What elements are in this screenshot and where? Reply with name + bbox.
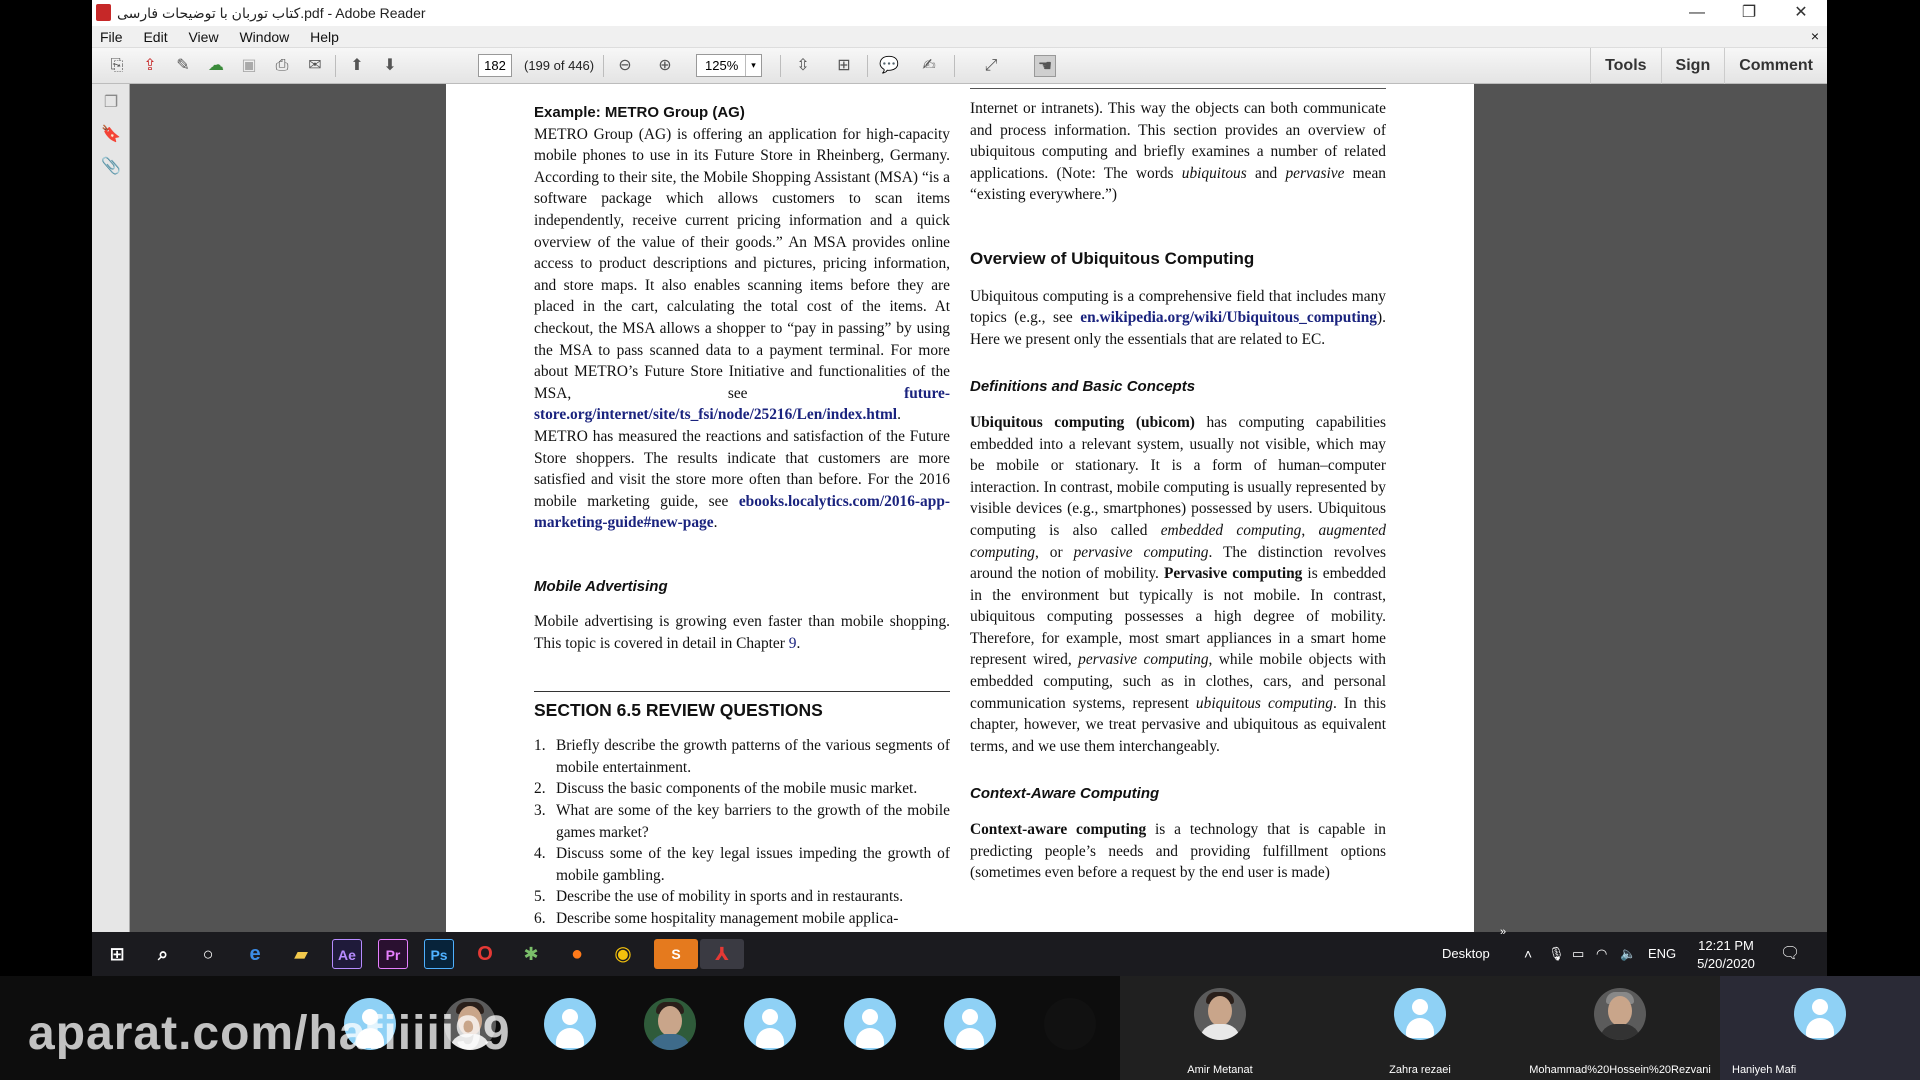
close-window-button[interactable]: ✕	[1794, 4, 1808, 21]
question-text: Describe the use of mobility in sports and in restaurants.	[556, 888, 904, 906]
question-text: Briefly describe the growth patterns of the various segments of mobile entertainment.	[556, 737, 950, 776]
edit-icon[interactable]: ✎	[176, 57, 190, 74]
section-heading: SECTION 6.5 REVIEW QUESTIONS	[534, 691, 950, 722]
question-text: Discuss the basic components of the mobile music market.	[556, 780, 918, 798]
context-term: Context-aware computing	[970, 821, 1147, 839]
toolbar-separator	[603, 55, 604, 77]
ubicom-text: , or	[1034, 543, 1074, 561]
battery-icon[interactable]: ▭	[1572, 946, 1585, 961]
menu-edit[interactable]: Edit	[143, 29, 168, 45]
full-screen-icon[interactable]: ⤢	[984, 57, 998, 74]
participant-avatar[interactable]	[744, 998, 796, 1050]
restore-button[interactable]: ❐	[1741, 4, 1757, 21]
clock[interactable]	[1686, 937, 1766, 981]
ubicom-paragraph	[970, 412, 1386, 758]
save-icon[interactable]: ▣	[241, 57, 257, 74]
mobile-advertising-text: .	[796, 635, 801, 653]
overview-text: ). Here we present only the essentials that are related to EC.	[970, 309, 1386, 348]
participant-tile[interactable]	[1720, 976, 1920, 1080]
sign-button[interactable]: Sign	[1661, 48, 1725, 84]
example-title: Example: METRO Group (AG)	[534, 104, 745, 121]
file-explorer-icon[interactable]: ▰	[294, 944, 308, 964]
participant-dark-avatar[interactable]	[1044, 998, 1096, 1050]
review-question	[534, 843, 950, 886]
tools-button[interactable]: Tools	[1590, 48, 1660, 84]
create-pdf-icon[interactable]: ⎘	[110, 57, 124, 74]
intro-text: and	[1246, 164, 1286, 182]
definitions-heading: Definitions and Basic Concepts	[970, 378, 1196, 396]
context-aware-heading: Context-Aware Computing	[970, 785, 1160, 803]
chevron-up-icon[interactable]: ˄	[1524, 946, 1533, 962]
chapter-link[interactable]: 9	[788, 635, 797, 653]
windows-taskbar	[92, 926, 1827, 976]
date-text: 5/20/2020	[1697, 956, 1755, 971]
example-text: .	[713, 514, 718, 532]
question-number: 4.	[534, 845, 546, 863]
review-question	[534, 800, 950, 843]
ubicom-text: , while mobile objects with embedded computing, such as in clothes, cars, and personal communication systems, represent	[970, 651, 1386, 712]
participant-avatar[interactable]	[844, 998, 896, 1050]
pdf-page	[446, 84, 1474, 932]
email-icon[interactable]: ✉	[308, 57, 322, 74]
utility-app-icon[interactable]: ✱	[523, 944, 539, 964]
question-number: 5.	[534, 888, 546, 906]
chevron-down-icon[interactable]: ▾	[745, 55, 761, 76]
edge-browser-icon[interactable]: e	[249, 943, 261, 965]
cloud-upload-icon[interactable]: ☁	[208, 57, 224, 74]
menu-help[interactable]: Help	[310, 29, 339, 45]
toolbar-separator	[954, 55, 955, 77]
ubicom-term: Ubiquitous computing (ubicom)	[970, 413, 1195, 431]
ubicom-text: is embedded in the environment but typically is not mobile. In contrast, ubiquitous computing possesses a high degree of mobility. Therefore, for example, most smart appliances in a smart home represent wired,	[970, 565, 1386, 669]
review-question	[534, 735, 950, 778]
future-store-link[interactable]: future-store.org/internet/site/ts_fsi/node/25216/Len/index.html	[534, 384, 950, 424]
participant-name: Mohammad%20Hossein%20Rezvani	[1529, 1064, 1711, 1076]
question-number: 2.	[534, 780, 546, 798]
ubicom-text: pervasive computing	[1073, 543, 1209, 561]
language-indicator[interactable]: ENG	[1648, 946, 1677, 961]
fit-width-icon[interactable]: ⊞	[837, 57, 851, 74]
minimize-button[interactable]: —	[1689, 4, 1705, 21]
ubicom-text: ubiquitous computing	[1195, 694, 1333, 712]
participant-avatar	[1394, 988, 1446, 1040]
intro-text: pervasive	[1285, 164, 1345, 182]
participant-name: Haniyeh Mafi	[1732, 1064, 1797, 1076]
fit-page-icon[interactable]: ⇳	[796, 57, 810, 74]
localytics-link[interactable]: ebooks.localytics.com/2016-app-marketing-guide#new-page	[534, 492, 950, 532]
overview-paragraph	[970, 286, 1386, 351]
toolbar-separator	[335, 55, 336, 77]
mobile-advertising-heading: Mobile Advertising	[534, 577, 668, 595]
chrome-icon[interactable]: ◉	[614, 943, 632, 965]
participant-avatar[interactable]	[544, 998, 596, 1050]
opera-icon[interactable]: O	[477, 943, 493, 965]
ubicom-text: ,	[1301, 521, 1319, 539]
toolbar	[92, 48, 1827, 84]
time-text: 12:21 PM	[1698, 938, 1754, 953]
mobile-advertising-paragraph	[534, 611, 950, 654]
participant-name: Amir Metanat	[1187, 1064, 1253, 1076]
comment-button[interactable]: Comment	[1724, 48, 1827, 84]
aparat-watermark: aparat.com/hafiiiii99	[28, 1007, 511, 1060]
zoom-value: 125%	[705, 58, 739, 73]
zoom-in-icon[interactable]: ⊕	[658, 57, 672, 74]
attachments-icon[interactable]: 📎	[101, 158, 121, 175]
menu-file[interactable]: File	[100, 29, 123, 45]
windows-start-icon[interactable]: ⊞	[109, 944, 125, 964]
hand-tool-icon[interactable]: ☚	[1034, 55, 1056, 77]
review-question	[534, 908, 950, 930]
pervasive-term: Pervasive computing	[1163, 565, 1303, 583]
question-text: Discuss some of the key legal issues impeding the growth of mobile gambling.	[556, 845, 950, 884]
participant-photo	[1194, 988, 1246, 1040]
review-questions-list	[534, 735, 950, 929]
adobe-reader-taskbar-icon[interactable]: ⅄	[700, 939, 744, 969]
ubicom-text: pervasive computing	[1078, 651, 1209, 669]
previous-page-icon[interactable]: ⬆	[350, 57, 364, 74]
participant-tile[interactable]	[1120, 976, 1320, 1080]
intro-paragraph	[970, 98, 1386, 206]
example-paragraph	[534, 124, 950, 534]
question-number: 3.	[534, 802, 546, 820]
menu-view[interactable]: View	[188, 29, 219, 45]
cortana-icon[interactable]: ○	[202, 944, 214, 964]
mobile-advertising-text: Mobile advertising is growing even faster than mobile shopping. This topic is covered in detail in Chapter	[534, 613, 950, 653]
participant-photo[interactable]	[644, 998, 696, 1050]
right-column	[970, 98, 1386, 884]
close-document-button[interactable]: ×	[1810, 28, 1819, 44]
example-text: METRO Group (AG) is offering an application for high-capacity mobile phones to use in its Future Store in Rheinberg, Germany. According to their site, the Mobile Shopping Assistant (MSA) “is a software package which allows customers to scan items independently, receive current pricing information and a quick overview of the value of their goods.” An MSA provides online access to product descriptions and pictures, pricing information, and store maps. It also enables scanning items before they are placed in the cart, calculating the total cost of the items. At checkout, the MSA allows a shopper to “pay in passing” by using the MSA to pass scanned data to a payment terminal. For more about METRO’s Future Store Initiative and functionalities of the MSA, see	[534, 125, 950, 402]
wikipedia-link[interactable]: en.wikipedia.org/wiki/Ubiquitous_computing	[1080, 309, 1378, 327]
wifi-icon[interactable]: ◠	[1596, 946, 1608, 961]
ubicom-text: augmented computing	[970, 521, 1386, 561]
intro-text: mean “existing everywhere.”)	[970, 164, 1387, 204]
page-thumbnails-icon[interactable]: ❐	[103, 94, 119, 111]
ubicom-text: has computing capabilities embedded into a relevant system, usually not visible, which may be mobile or stationary. It is a form of human–computer interaction. In contrast, mobile computing is usually represented by visible devices (e.g., smartphones) possessed by users. Ubiquitous computing is also called	[970, 413, 1386, 539]
document-viewer[interactable]	[130, 84, 1827, 932]
intro-text: Internet or intranets). This way the objects can both communicate and process information. This section provides an overview of ubiquitous computing and briefly examines a number of related applications. (Note: The words	[970, 100, 1386, 182]
review-question	[534, 778, 950, 800]
premiere-icon[interactable]: Pr	[378, 939, 408, 969]
chevron-double-icon[interactable]: »	[1500, 926, 1507, 938]
left-column	[534, 84, 950, 930]
zoom-out-icon[interactable]: ⊖	[618, 57, 632, 74]
microphone-icon[interactable]: 🎙	[1548, 946, 1565, 961]
menu-window[interactable]: Window	[239, 29, 290, 45]
next-page-icon[interactable]: ⬇	[383, 57, 397, 74]
after-effects-icon[interactable]: Ae	[332, 939, 362, 969]
task-panes	[1590, 48, 1827, 84]
page-number-input[interactable]: 182	[478, 54, 512, 77]
skyroom-icon[interactable]: S	[654, 939, 698, 969]
context-text: is a technology that is capable in predicting people’s needs and providing fulfillment options (sometimes even before a request by the end user is made)	[970, 821, 1386, 882]
participant-photo	[1594, 988, 1646, 1040]
pdf-file-icon	[96, 4, 111, 21]
menu-bar	[92, 26, 1827, 48]
page-count: (199 of 446)	[524, 58, 595, 73]
review-question	[534, 886, 950, 908]
volume-icon[interactable]: 🔈	[1620, 946, 1637, 961]
question-text: What are some of the key barriers to the growth of the mobile games market?	[556, 802, 950, 841]
navigation-pane	[92, 84, 130, 932]
ubicom-text: . In this chapter, however, we treat pervasive and ubiquitous as equivalent terms, and we use them interchangeably.	[970, 694, 1386, 755]
sign-pen-icon[interactable]: ✍	[922, 57, 936, 74]
title-bar	[92, 0, 1827, 26]
participant-name: Zahra rezaei	[1389, 1064, 1451, 1076]
question-number: 6.	[534, 910, 546, 927]
toolbar-separator	[867, 55, 868, 77]
firefox-icon[interactable]: ●	[570, 943, 584, 965]
question-text: Describe some hospitality management mobile applica-	[556, 910, 899, 927]
bookmarks-icon[interactable]: 🔖	[101, 126, 121, 143]
comment-bubble-icon[interactable]: 💬	[879, 57, 899, 74]
participant-avatar	[1794, 988, 1846, 1040]
intro-text: ubiquitous	[1181, 164, 1247, 182]
window-title: کتاب توربان با توضیحات فارسی.pdf - Adobe Reader	[117, 5, 426, 21]
column-rule	[970, 88, 1386, 89]
desktop-toolbar-label[interactable]: Desktop	[1442, 946, 1490, 961]
overview-text: Ubiquitous computing is a comprehensive field that includes many topics (e.g., see	[970, 287, 1386, 327]
zoom-select[interactable]	[696, 54, 762, 77]
export-pdf-icon[interactable]: ⇪	[143, 57, 157, 74]
photoshop-icon[interactable]: Ps	[424, 939, 454, 969]
adobe-reader-window	[92, 0, 1827, 976]
participant-avatar[interactable]	[944, 998, 996, 1050]
toolbar-separator	[780, 55, 781, 77]
participant-tile[interactable]	[1520, 976, 1720, 1080]
notifications-icon[interactable]: 🗨	[1780, 945, 1801, 962]
ubicom-text: . The distinction revolves around the notion of mobility.	[970, 543, 1386, 583]
participant-tile[interactable]	[1320, 976, 1520, 1080]
ubicom-text: embedded computing	[1160, 521, 1302, 539]
context-aware-paragraph	[970, 819, 1386, 884]
print-icon[interactable]: ⎙	[275, 57, 289, 74]
overview-heading: Overview of Ubiquitous Computing	[970, 248, 1255, 268]
question-number: 1.	[534, 737, 546, 755]
example-text: . METRO has measured the reactions and satisfaction of the Future Store shoppers. The results indicate that customers are more satisfied and visit the store more often than before. For the 2016 mobile marketing guide, see	[534, 406, 950, 510]
search-icon[interactable]: ⌕	[157, 944, 169, 964]
